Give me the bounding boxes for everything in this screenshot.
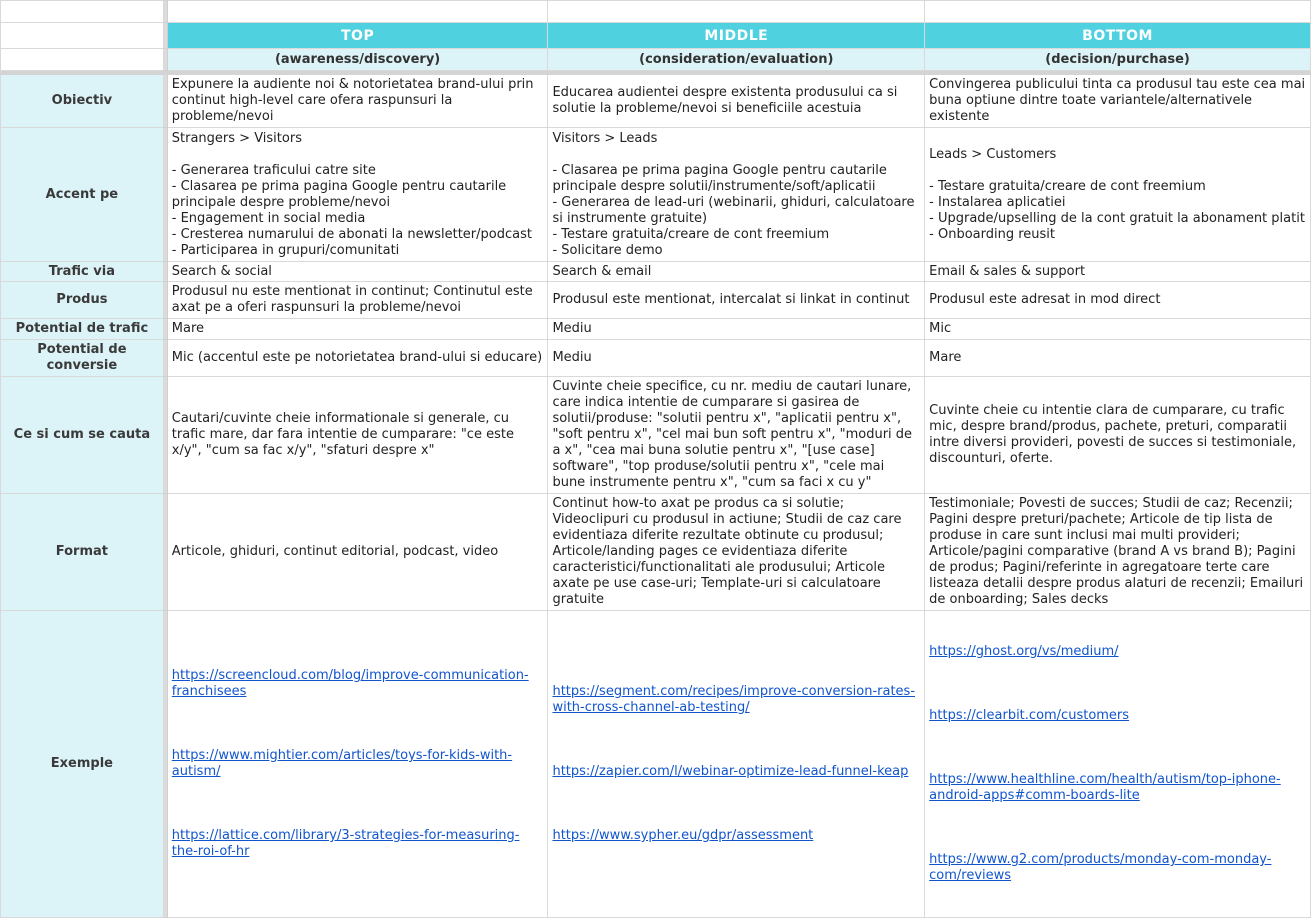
cell-top[interactable]: Mare — [167, 319, 548, 340]
example-link[interactable]: https://zapier.com/l/webinar-optimize-lead-funnel-keap — [552, 764, 909, 779]
cell[interactable] — [925, 1, 1311, 23]
cell-middle[interactable]: Mediu — [548, 319, 925, 340]
cell-top[interactable] — [167, 611, 548, 918]
cell-bottom[interactable]: Mic — [925, 319, 1311, 340]
stage-subheader-bottom[interactable]: (decision/purchase) — [925, 49, 1311, 71]
example-link[interactable]: https://ghost.org/vs/medium/ — [929, 644, 1119, 659]
cell-middle[interactable]: Cuvinte cheie specifice, cu nr. mediu de cautari lunare, care indica intentie de cumparare si gasirea de solutii/produse: "solutii pentru x", "aplicatii pentru x", "soft pentru x", "cel mai bun soft pentru x", "moduri de a x", "cea mai buna solutie pentru x", "[use case] software", "top produse/solutii pentru x", "cele mai bune instrumente pentru x", "cum sa faci x cu y" — [548, 377, 925, 494]
example-link[interactable]: https://www.sypher.eu/gdpr/assessment — [552, 828, 814, 843]
row-label[interactable]: Exemple — [1, 611, 164, 918]
cell-bottom[interactable]: Testimoniale; Povesti de succes; Studii de caz; Recenzii; Pagini despre preturi/pachete; Articole de tip lista de produse in care sunt inclusi mai multi provideri; Articole/pagini comparative (brand A vs brand B); Pagini de produs; Pagini/referinte in agregatoare terte care listeaza detalii despre produs alaturi de recenzii; Emailuri de onboarding; Sales decks — [925, 494, 1311, 611]
cell-middle[interactable]: Mediu — [548, 340, 925, 377]
table-row — [1, 75, 1311, 128]
cell-bottom[interactable]: Email & sales & support — [925, 262, 1311, 282]
cell-bottom[interactable]: Produsul este adresat in mod direct — [925, 282, 1311, 319]
row-label[interactable]: Obiectiv — [1, 75, 164, 128]
row-label[interactable]: Produs — [1, 282, 164, 319]
cell-middle[interactable]: Search & email — [548, 262, 925, 282]
cell-bottom[interactable]: Leads > Customers - Testare gratuita/creare de cont freemium - Instalarea aplicatiei - Upgrade/upselling de la cont gratuit la abonament platit - Onboarding reusit — [925, 128, 1311, 262]
stage-subheader-middle[interactable]: (consideration/evaluation) — [548, 49, 925, 71]
cell-top[interactable]: Articole, ghiduri, continut editorial, podcast, video — [167, 494, 548, 611]
cell[interactable] — [548, 1, 925, 23]
cell-top[interactable]: Produsul nu este mentionat in continut; Continutul este axat pe a oferi raspunsuri la probleme/nevoi — [167, 282, 548, 319]
row-label[interactable]: Ce si cum se cauta — [1, 377, 164, 494]
row-label[interactable]: Format — [1, 494, 164, 611]
cell-top[interactable]: Search & social — [167, 262, 548, 282]
table-row — [1, 128, 1311, 262]
cell-middle[interactable] — [548, 611, 925, 918]
table-row — [1, 494, 1311, 611]
cell-middle[interactable]: Educarea audientei despre existenta produsului ca si solutie la probleme/nevoi si beneficiile acestuia — [548, 75, 925, 128]
cell-top[interactable]: Strangers > Visitors - Generarea traficului catre site - Clasarea pe prima pagina Google pentru cautarile principale despre probleme/nevoi - Engagement in social media - Cresterea numarului de abonati la newsletter/podcast - Participarea in grupuri/comunitati — [167, 128, 548, 262]
blank-row — [1, 1, 1311, 23]
table-row — [1, 319, 1311, 340]
row-label[interactable]: Accent pe — [1, 128, 164, 262]
cell-bottom[interactable]: Cuvinte cheie cu intentie clara de cumparare, cu trafic mic, despre brand/produs, pachete, preturi, comparatii intre diversi provideri, povesti de succes si testimoniale, discounturi, oferte. — [925, 377, 1311, 494]
cell[interactable] — [1, 1, 164, 23]
cell-middle[interactable]: Visitors > Leads - Clasarea pe prima pagina Google pentru cautarile principale despre solutii/instrumente/soft/aplicatii - Generarea de lead-uri (webinarii, ghiduri, calculatoare si instrumente gratuite) - Testare gratuita/creare de cont freemium - Solicitare demo — [548, 128, 925, 262]
cell[interactable] — [167, 1, 548, 23]
cell-top[interactable]: Expunere la audiente noi & notorietatea brand-ului prin continut high-level care ofera raspunsuri la probleme/nevoi — [167, 75, 548, 128]
example-link[interactable]: https://www.healthline.com/health/autism/top-iphone-android-apps#comm-boards-lite — [929, 772, 1281, 803]
example-link[interactable]: https://lattice.com/library/3-strategies-for-measuring-the-roi-of-hr — [171, 828, 520, 859]
example-link[interactable]: https://www.mightier.com/articles/toys-for-kids-with-autism/ — [171, 748, 513, 779]
example-link[interactable]: https://clearbit.com/customers — [929, 708, 1130, 723]
table-row — [1, 282, 1311, 319]
table-row — [1, 340, 1311, 377]
cell-bottom[interactable]: Mare — [925, 340, 1311, 377]
cell-top[interactable]: Mic (accentul este pe notorietatea brand-ului si educare) — [167, 340, 548, 377]
cell-bottom[interactable] — [925, 611, 1311, 918]
cell-middle[interactable]: Produsul este mentionat, intercalat si linkat in continut — [548, 282, 925, 319]
row-label[interactable]: Potential de trafic — [1, 319, 164, 340]
cell[interactable] — [1, 23, 164, 49]
row-label[interactable]: Potential de conversie — [1, 340, 164, 377]
stage-header-middle[interactable]: MIDDLE — [548, 23, 925, 49]
row-label[interactable]: Trafic via — [1, 262, 164, 282]
example-link[interactable]: https://www.g2.com/products/monday-com-monday-com/reviews — [929, 852, 1272, 883]
example-link[interactable]: https://screencloud.com/blog/improve-communication-franchisees — [171, 668, 529, 699]
cell-top[interactable]: Cautari/cuvinte cheie informationale si generale, cu trafic mare, dar fara intentie de cumparare: "ce este x/y", "cum sa fac x/y", "sfaturi despre x" — [167, 377, 548, 494]
table-row — [1, 377, 1311, 494]
stage-subheader-top[interactable]: (awareness/discovery) — [167, 49, 548, 71]
table-row — [1, 611, 1311, 918]
stage-header-top[interactable]: TOP — [167, 23, 548, 49]
cell-bottom[interactable]: Convingerea publicului tinta ca produsul tau este cea mai buna optiune dintre toate variantele/alternativele existente — [925, 75, 1311, 128]
stage-subheader-row — [1, 49, 1311, 71]
stage-header-bottom[interactable]: BOTTOM — [925, 23, 1311, 49]
stage-header-row — [1, 23, 1311, 49]
cell-middle[interactable]: Continut how-to axat pe produs ca si solutie; Videoclipuri cu produsul in actiune; Studii de caz care evidentiaza diferite rezultate obtinute cu produsul; Articole/landing pages ce evidentiaza diferite caracteristici/functionalitati ale produsului; Articole axate pe use case-uri; Template-uri si calculatoare gratuite — [548, 494, 925, 611]
table-row — [1, 262, 1311, 282]
cell[interactable] — [1, 49, 164, 71]
example-link[interactable]: https://segment.com/recipes/improve-conversion-rates-with-cross-channel-ab-testing/ — [552, 684, 916, 715]
